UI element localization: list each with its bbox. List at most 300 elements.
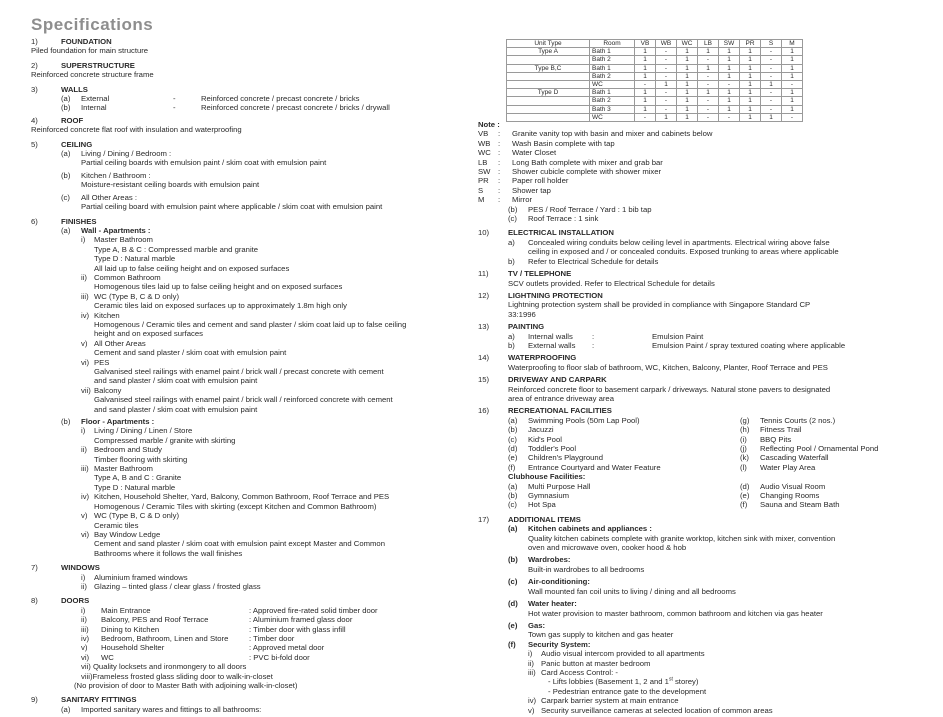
abbr-desc: Water Closet: [512, 148, 557, 158]
section-sanitary: [31, 695, 476, 714]
item-label: vi): [81, 529, 90, 539]
doors-item: [81, 643, 476, 652]
value-cell: -: [656, 97, 677, 105]
value-cell: 1: [740, 105, 761, 113]
item-label: iv): [81, 492, 90, 502]
facility-item: [508, 482, 740, 491]
section-number: 4): [31, 115, 38, 125]
note-title: Note :: [478, 120, 500, 129]
item-line: Galvanised steel railings with enamel paint / brick wall / reinforced concrete with cement: [94, 395, 393, 405]
value-cell: 1: [719, 48, 740, 56]
facility-name: Changing Rooms: [760, 491, 820, 501]
abbr-desc: Mirror: [512, 195, 533, 205]
security-item: [528, 706, 908, 715]
value-cell: -: [656, 56, 677, 64]
windows-item: ii) Glazing – tinted glass / clear glass / frosted glass: [81, 581, 261, 591]
abbr-colon: :: [498, 129, 501, 139]
item-label: v): [81, 338, 88, 348]
section-text: Reinforced concrete flat roof with insulation and waterproofing: [31, 125, 242, 135]
facility-item: [740, 491, 943, 500]
section-number: 17): [478, 514, 490, 524]
section-title: SUPERSTRUCTURE: [61, 60, 135, 70]
windows-item: i) Aluminium framed windows: [81, 572, 188, 582]
unit-type-cell: [507, 105, 590, 113]
section-number: 10): [478, 228, 490, 238]
value-cell: 1: [740, 89, 761, 97]
item-line: Bedroom and Study: [94, 445, 162, 455]
abbr-desc: Granite vanity top with basin and mixer and cabinets below: [512, 129, 713, 139]
table-row: [507, 72, 803, 80]
facility-name: Toddler's Pool: [528, 444, 577, 453]
section-number: 7): [31, 563, 38, 573]
item-line: Type A, B & C : Compressed marble and granite: [94, 244, 259, 254]
item-line: Galvanised steel railings with enamel paint / brick wall / precast concrete with cement: [94, 367, 384, 376]
item-line: Kitchen: [94, 310, 120, 320]
security-item: [528, 668, 908, 677]
security-text: Card Access Control: -: [541, 667, 618, 677]
doors-item: viii)Frameless frosted glass sliding door to walk-in-closet: [81, 671, 273, 681]
abbr: WB: [478, 138, 491, 148]
table-header-cell: S: [761, 40, 782, 48]
door-location: Bedroom, Bathroom, Linen and Store: [101, 633, 229, 643]
item-label: i): [81, 605, 86, 615]
value-cell: -: [635, 81, 656, 89]
item-line: All laid up to false ceiling height and on exposed surfaces: [94, 263, 290, 273]
door-location: Main Entrance: [101, 605, 151, 615]
value-cell: 1: [698, 89, 719, 97]
item-line: height and on exposed surfaces: [94, 329, 203, 339]
item-line: Master Bathroom: [94, 235, 153, 245]
note-abbreviation: [478, 139, 908, 148]
section-tv: [478, 269, 908, 288]
facility-item: [740, 453, 943, 462]
security-text: Security surveillance cameras at selected location of common areas: [541, 705, 773, 715]
abbr-desc: Wash Basin complete with tap: [512, 138, 615, 148]
value-cell: -: [761, 89, 782, 97]
value-cell: 1: [635, 97, 656, 105]
abbr: VB: [478, 129, 489, 139]
security-item: [528, 649, 908, 658]
list-item: [81, 511, 476, 530]
section-doors: [31, 596, 476, 690]
list-item: [81, 492, 476, 511]
item-label: (a): [508, 481, 518, 491]
doors-item: [81, 653, 476, 662]
room-cell: Bath 3: [590, 105, 635, 113]
value-cell: -: [761, 56, 782, 64]
facility-row: [508, 435, 908, 444]
section-painting: [478, 322, 908, 350]
value-cell: -: [719, 113, 740, 121]
door-type: : Timber door: [249, 633, 295, 643]
item-label: (e): [740, 491, 750, 501]
abbr: SW: [478, 167, 491, 177]
value-cell: 1: [677, 64, 698, 72]
clubhouse-list: [508, 482, 908, 510]
door-type: : PVC bi-fold door: [249, 652, 310, 662]
value-cell: -: [635, 113, 656, 121]
security-text: Audio visual intercom provided to all apartments: [541, 649, 705, 659]
facility-row: [508, 425, 908, 434]
facility-item: [740, 444, 943, 453]
value-cell: -: [656, 89, 677, 97]
value-cell: -: [698, 105, 719, 113]
value-cell: 1: [698, 64, 719, 72]
value-cell: -: [782, 81, 803, 89]
table-header-cell: LB: [698, 40, 719, 48]
value-cell: 1: [698, 48, 719, 56]
item-line: Bay Window Ledge: [94, 529, 161, 539]
item-label: (b): [508, 491, 518, 501]
abbr-colon: :: [498, 185, 501, 195]
note-abbreviation: [478, 186, 908, 195]
section-title: ADDITIONAL ITEMS: [508, 514, 581, 524]
item-label: v): [528, 705, 535, 715]
item-label: ii): [81, 445, 87, 455]
additional-kitchen: (a) Kitchen cabinets and appliances : Quality kitchen cabinets complete with granite worktop, kitchen sink with mixer, convention oven and microwave oven, cooker hood & hob: [508, 524, 836, 553]
additional-wardrobes: (b) Wardrobes: Built-in wardrobes to all bedrooms: [508, 555, 645, 574]
room-cell: Bath 2: [590, 97, 635, 105]
sanitary-table: [506, 39, 803, 122]
item-label: (c): [508, 500, 517, 510]
item-label: i): [81, 426, 86, 436]
table-row: [507, 89, 803, 97]
value-cell: 1: [782, 97, 803, 105]
section-number: 5): [31, 139, 38, 149]
section-electrical: [478, 228, 908, 266]
section-additional: [478, 515, 908, 715]
value-cell: 1: [761, 113, 782, 121]
section-ceiling: [31, 140, 476, 212]
section-title: TV / TELEPHONE: [508, 269, 572, 279]
item-label: (f): [740, 500, 748, 510]
facility-item: [508, 444, 740, 453]
note-item-c: (c) Roof Terrace : 1 sink: [508, 214, 599, 224]
security-lifts: - Lifts lobbies (Basement 1, 2 and 1st storey): [548, 676, 699, 687]
section-text: Lightning protection system shall be provided in compliance with Singapore Standard CP: [508, 300, 811, 310]
section-text: SCV outlets provided. Refer to Electrical Schedule for details: [508, 278, 715, 288]
value-cell: 1: [782, 72, 803, 80]
item-label: (e): [508, 453, 518, 463]
facility-row: [508, 453, 908, 462]
item-label: vi): [81, 357, 90, 367]
section-title: WALLS: [61, 84, 88, 94]
table-header-cell: WC: [677, 40, 698, 48]
finishes-wall: (a) Wall - Apartments : i) Master Bathroom Type A, B & C : Compressed marble and granite Type D : Natural marble All laid up to false ceiling height and on exposed surfaces ii) Common Bathroom Homogenous tiles laid up to false ceiling height and on exposed surfaces iii) WC (Type B, C & D only) Ceramic tiles laid on exposed surfaces up to approximately 1.8m high only iv) Kitchen Homogenous / Ceramic tiles and cement and sand plaster / skim coat laid up to false ceiling height and on exposed surfaces v) All Other Areas Cement and sand plaster / skim coat with emulsion paint vi) PES Galvanised steel railings with enamel paint / brick wall / precast concrete with cement and sand plaster / skim coat with emulsion paint vii) Balcony Galvanised steel railings with enamel paint / brick wall / reinforced concrete with cement and sand plaster / skim coat with emulsion paint: [61, 226, 476, 414]
item-line: Homogenous / Ceramic tiles and cement and sand plaster / skim coat laid up to false ceiling: [94, 319, 407, 329]
table-row: [507, 64, 803, 72]
value-cell: -: [698, 72, 719, 80]
security-text: Carpark barrier system at main entrance: [541, 696, 679, 706]
table-row: [507, 48, 803, 56]
item-line: Timber flooring with skirting: [94, 454, 188, 464]
item-label: iii): [528, 667, 536, 677]
section-foundation: [31, 37, 476, 46]
item-label: iii): [81, 464, 89, 474]
value-cell: 1: [677, 105, 698, 113]
section-title: SANITARY FITTINGS: [61, 695, 137, 705]
doors-list: [61, 606, 476, 662]
facility-name: Entrance Courtyard and Water Feature: [528, 462, 661, 472]
value-cell: 1: [782, 48, 803, 56]
wall-list: [61, 235, 476, 414]
value-cell: 1: [656, 113, 677, 121]
value-cell: 1: [740, 113, 761, 121]
door-location: WC: [101, 652, 114, 662]
item-label: vi): [81, 652, 90, 662]
item-line: Balcony: [94, 385, 122, 395]
section-text: 33:1996: [508, 309, 536, 319]
facility-item: [508, 463, 740, 472]
doors-item: vii) Quality locksets and ironmongery to all doors: [81, 662, 247, 672]
item-label: iii): [81, 291, 89, 301]
value-cell: -: [761, 97, 782, 105]
facility-name: BBQ Pits: [760, 434, 792, 444]
value-cell: 1: [782, 89, 803, 97]
note-abbreviation: [478, 129, 908, 138]
door-location: Household Shelter: [101, 643, 165, 653]
item-label: i): [528, 649, 533, 659]
list-item: [81, 311, 476, 339]
sanitary-item-a: (a) Imported sanitary wares and fittings to all bathrooms:: [61, 704, 262, 714]
item-line: and sand plaster / skim coat with emulsion paint: [94, 376, 258, 386]
table-row: [507, 81, 803, 89]
item-label: (j): [740, 444, 747, 453]
abbr-colon: :: [498, 138, 501, 148]
abbr-desc: Shower cubicle complete with shower mixer: [512, 167, 662, 177]
item-line: Common Bathroom: [94, 272, 161, 282]
item-label: ii): [81, 272, 87, 282]
electrical-item-a: a) Concealed wiring conduits below ceiling level in apartments. Electrical wiring above false ceiling in exposed and / or concealed conduits. Exposed trunking to areas where applicable: [508, 237, 839, 257]
section-number: 11): [478, 269, 489, 279]
item-label: (g): [740, 415, 750, 425]
section-number: 9): [31, 695, 38, 705]
item-label: vii): [81, 385, 91, 395]
facility-name: Kid's Pool: [528, 434, 562, 444]
finishes-floor: (b) Floor - Apartments : i) Living / Dining / Linen / Store Compressed marble / granite with skirting ii) Bedroom and Study Timber flooring with skirting iii) Master Bathroom Type A, B and C : Granite Type D : Natural marble iv) Kitchen, Household Shelter, Yard, Balcony, Common Bathroom, Roof Terrace and PES Homogenous / Ceramic Tiles with skirting (except Kitchen and Common Bathroom) v) WC (Type B, C & D only) Ceramic tiles vi) Bay Window Ledge Cement and sand plaster / skim coat with emulsion paint except Master and Common Bathrooms where it follows the wall finishes: [61, 417, 476, 558]
facility-name: Reflecting Pool / Ornamental Pond: [760, 444, 879, 453]
value-cell: 1: [635, 72, 656, 80]
facility-row: [508, 444, 908, 453]
value-cell: -: [782, 113, 803, 121]
section-title: WINDOWS: [61, 563, 100, 573]
section-title: WATERPROOFING: [508, 353, 577, 363]
section-superstructure: [31, 61, 476, 70]
item-label: (f): [508, 462, 516, 472]
value-cell: 1: [677, 81, 698, 89]
room-cell: WC: [590, 81, 635, 89]
value-cell: 1: [782, 64, 803, 72]
facility-item: [740, 500, 943, 509]
security-item: [528, 696, 908, 705]
table-row: [507, 97, 803, 105]
value-cell: -: [698, 97, 719, 105]
recreational-list: [508, 416, 908, 472]
walls-internal: (b) Internal - Reinforced concrete / precast concrete / bricks / drywall: [61, 103, 390, 113]
room-cell: Bath 2: [590, 72, 635, 80]
facility-name: Cascading Waterfall: [760, 453, 829, 463]
item-label: iv): [81, 310, 90, 320]
room-cell: Bath 1: [590, 89, 635, 97]
value-cell: 1: [740, 48, 761, 56]
section-number: 1): [31, 37, 38, 46]
floor-list: [61, 426, 476, 558]
item-label: (k): [740, 453, 749, 463]
value-cell: -: [761, 64, 782, 72]
section-title: DOORS: [61, 596, 90, 606]
additional-gas: (e) Gas: Town gas supply to kitchen and gas heater: [508, 620, 674, 640]
value-cell: 1: [782, 105, 803, 113]
value-cell: 1: [635, 89, 656, 97]
value-cell: 1: [719, 72, 740, 80]
abbr: WC: [478, 148, 491, 158]
item-line: Type A, B and C : Granite: [94, 473, 182, 483]
security-list: [508, 649, 908, 677]
facility-name: Audio Visual Room: [760, 481, 826, 491]
list-item: [81, 464, 476, 492]
value-cell: 1: [635, 64, 656, 72]
facility-item: [508, 416, 740, 425]
facility-item: [740, 482, 943, 491]
value-cell: 1: [677, 113, 698, 121]
facility-item: [508, 453, 740, 462]
security-list: [508, 696, 908, 715]
facility-name: Hot Spa: [528, 500, 556, 510]
security-item: [528, 659, 908, 668]
value-cell: -: [719, 81, 740, 89]
item-label: v): [81, 643, 88, 653]
item-label: iv): [528, 696, 537, 706]
value-cell: 1: [740, 72, 761, 80]
note-abbreviation: [478, 176, 908, 185]
value-cell: -: [656, 64, 677, 72]
list-item: [81, 445, 476, 464]
table-header-cell: WB: [656, 40, 677, 48]
value-cell: -: [698, 81, 719, 89]
section-number: 12): [478, 290, 490, 300]
list-item: [81, 339, 476, 358]
value-cell: 1: [677, 72, 698, 80]
value-cell: -: [761, 48, 782, 56]
list-item: [81, 530, 476, 558]
section-title: RECREATIONAL FACILITIES: [508, 406, 612, 416]
doors-item: [81, 606, 476, 615]
facility-name: Water Play Area: [760, 462, 816, 472]
note-abbreviation: [478, 167, 908, 176]
item-label: i): [81, 235, 86, 245]
doors-item: [81, 615, 476, 624]
item-label: (a): [508, 415, 518, 425]
section-text: Reinforced concrete floor to basement carpark / driveways. Natural stone pavers to designated: [508, 384, 831, 394]
item-line: and sand plaster / skim coat with emulsion paint: [94, 404, 258, 414]
facility-name: Fitness Trail: [760, 425, 802, 435]
value-cell: 1: [761, 81, 782, 89]
ceiling-item-b: (b) Kitchen / Bathroom : Moisture-resistant ceiling boards with emulsion paint: [61, 170, 260, 190]
door-type: : Approved metal door: [249, 643, 325, 653]
item-label: iv): [81, 633, 90, 643]
door-type: : Aluminium framed glass door: [249, 615, 353, 625]
list-item: [81, 358, 476, 386]
value-cell: 1: [740, 97, 761, 105]
item-line: Ceramic tiles laid on exposed surfaces up to approximately 1.8m high only: [94, 301, 347, 311]
ceiling-item-c: (c) All Other Areas : Partial ceiling board with emulsion paint where applicable / skim coat with emulsion paint: [61, 192, 383, 212]
facility-name: Multi Purpose Hall: [528, 481, 591, 491]
doors-note: (No provision of door to Master Bath with adjoining walk-in-closet): [74, 681, 298, 690]
unit-type-cell: Type A: [507, 48, 590, 56]
table-row: [507, 105, 803, 113]
abbr-desc: Long Bath complete with mixer and grab bar: [512, 157, 663, 167]
item-line: Homogenous tiles laid up to false ceiling height and on exposed surfaces: [94, 282, 343, 292]
item-line: PES: [94, 357, 110, 367]
note-abbreviation: [478, 195, 908, 204]
facility-row: [508, 491, 908, 500]
section-windows: [31, 563, 476, 591]
facility-row: [508, 482, 908, 491]
table-row: [507, 56, 803, 64]
item-label: v): [81, 511, 88, 521]
value-cell: 1: [677, 56, 698, 64]
facility-item: [508, 435, 740, 444]
page-title: Specifications: [31, 15, 154, 34]
section-number: 2): [31, 60, 38, 70]
item-line: Ceramic tiles: [94, 520, 139, 530]
section-text: Waterproofing to floor slab of bathroom, WC, Kitchen, Balcony, Planter, Roof Terrace and PES: [508, 362, 828, 372]
facility-name: Tennis Courts (2 nos.): [760, 415, 836, 425]
section-number: 14): [478, 353, 490, 363]
room-cell: Bath 1: [590, 64, 635, 72]
value-cell: 1: [719, 64, 740, 72]
item-line: Bathrooms where it follows the wall finishes: [94, 548, 243, 558]
section-number: 15): [478, 375, 490, 385]
list-item: [81, 426, 476, 445]
item-label: (i): [740, 434, 747, 444]
section-lightning: [478, 291, 908, 319]
abbr-desc: Paper roll holder: [512, 176, 569, 186]
value-cell: 1: [740, 56, 761, 64]
facility-row: [508, 463, 908, 472]
section-title: FOUNDATION: [61, 37, 112, 46]
value-cell: 1: [719, 56, 740, 64]
abbr: M: [478, 195, 485, 205]
door-type: : Approved fire-rated solid timber door: [249, 605, 378, 615]
left-column: [31, 37, 476, 714]
abbr-colon: :: [498, 167, 501, 177]
value-cell: 1: [656, 81, 677, 89]
section-number: 6): [31, 216, 38, 226]
table-header-cell: Room: [590, 40, 635, 48]
facility-name: Children's Playground: [528, 453, 603, 463]
section-note: [478, 120, 908, 223]
value-cell: 1: [635, 48, 656, 56]
item-line: All Other Areas: [94, 338, 146, 348]
item-line: WC (Type B, C & D only): [94, 291, 180, 301]
section-text: area of entrance driveway area: [508, 393, 614, 403]
item-line: Kitchen, Household Shelter, Yard, Balcony, Common Bathroom, Roof Terrace and PES: [94, 492, 390, 502]
abbr-colon: :: [498, 148, 501, 158]
item-line: Compressed marble / granite with skirting: [94, 435, 236, 445]
ceiling-item-a: (a) Living / Dining / Bedroom : Partial ceiling boards with emulsion paint / skim coat with emulsion paint: [61, 149, 327, 168]
section-text: Reinforced concrete structure frame: [31, 70, 154, 80]
section-title: ROOF: [61, 115, 84, 125]
note-abbreviation: [478, 158, 908, 167]
item-line: Type D : Natural marble: [94, 482, 176, 492]
abbr-colon: :: [498, 176, 501, 186]
item-line: Living / Dining / Linen / Store: [94, 426, 193, 436]
abbr: LB: [478, 157, 488, 167]
value-cell: 1: [782, 56, 803, 64]
room-cell: WC: [590, 113, 635, 121]
abbr-desc: Shower tap: [512, 185, 551, 195]
